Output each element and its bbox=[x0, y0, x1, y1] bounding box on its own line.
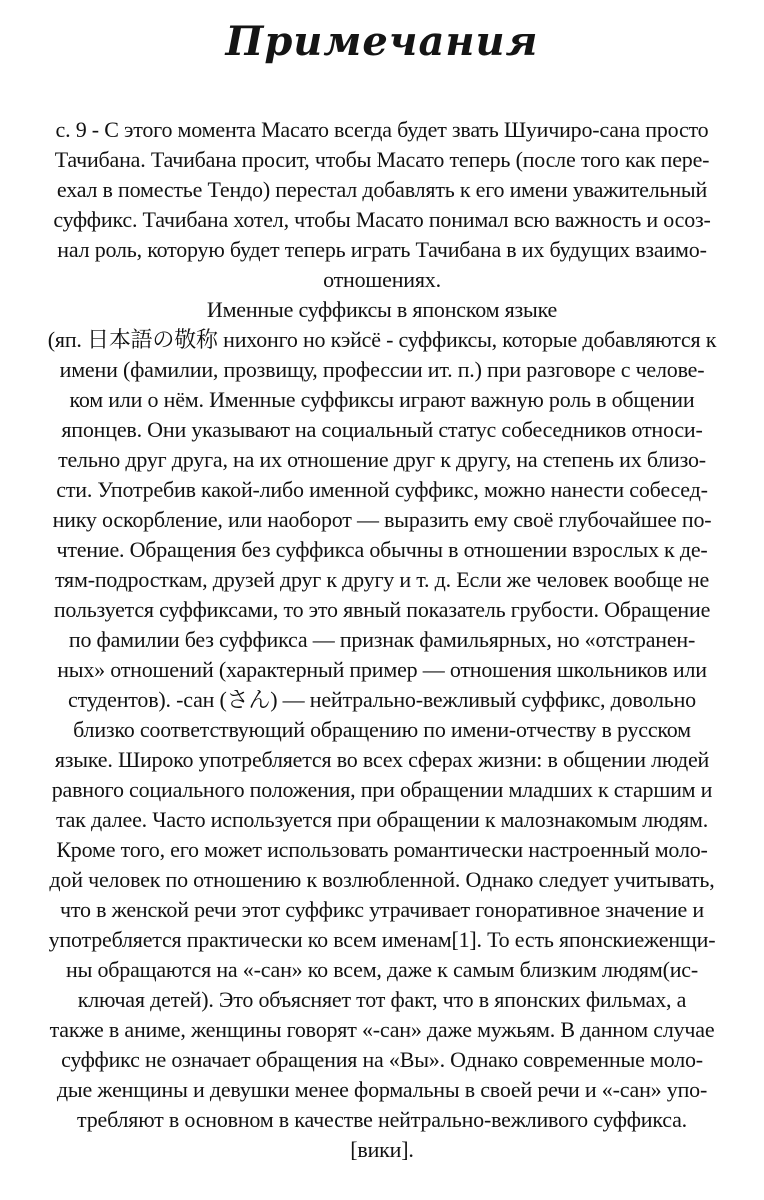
text-line: с. 9 - С этого момента Масато всегда будет звать Шуичиро-сана просто bbox=[55, 117, 709, 142]
text-line: чтение. Обращения без суффикса обычны в отношении взрослых к де- bbox=[56, 537, 708, 562]
page-title: Примечания bbox=[225, 18, 539, 65]
text-line: Кроме того, его может использовать романтически настроенный моло- bbox=[56, 837, 708, 862]
text-line: ных» отношений (характерный пример — отношения школьников или bbox=[57, 657, 707, 682]
text-line: ны обращаются на «-сан» ко всем, даже к самым близким людям(ис- bbox=[66, 957, 698, 982]
text-line: студентов). -сан (さん) — нейтрально-вежливый суффикс, довольно bbox=[68, 687, 696, 712]
text-line: ехал в поместье Тендо) перестал добавлять к его имени уважительный bbox=[56, 177, 708, 202]
notes-body bbox=[28, 115, 736, 1165]
text-line: требляют в основном в качестве нейтрально-вежливого суффикса. bbox=[77, 1107, 687, 1132]
text-line: тям-подросткам, друзей друг к другу и т. д. Если же человек вообще не bbox=[54, 567, 710, 592]
text-line: равного социального положения, при обращении младших к старшим и bbox=[51, 777, 713, 802]
text-line: близко соответствующий обращению по имени-отчеству в русском bbox=[73, 717, 691, 742]
source-reference: [вики]. bbox=[350, 1137, 414, 1162]
text-line: ком или о нём. Именные суффиксы играют важную роль в общении bbox=[69, 387, 695, 412]
text-line: (яп. 日本語の敬称 нихонго но кэйсё - суффиксы, которые добавляются к bbox=[47, 327, 717, 352]
text-line: отношениях. bbox=[323, 267, 441, 292]
text-line: имени (фамилии, прозвищу, профессии ит. п.) при разговоре с челове- bbox=[59, 357, 705, 382]
text-line: суффикс не означает обращения на «Вы». Однако современные моло- bbox=[61, 1047, 703, 1072]
text-line: дые женщины и девушки менее формальны в своей речи и «-сан» упо- bbox=[56, 1077, 708, 1102]
text-line: по фамилии без суффикса — признак фамильярных, но «отстранен- bbox=[68, 627, 696, 652]
text-line: что в женской речи этот суффикс утрачивает гоноративное значение и bbox=[60, 897, 704, 922]
text-line: так далее. Часто используется при обращении к малознакомым людям. bbox=[55, 807, 709, 832]
text-line: также в аниме, женщины говорят «-сан» даже мужьям. В данном случае bbox=[49, 1017, 715, 1042]
text-line: сти. Употребив какой-либо именной суффикс, можно нанести собесед- bbox=[56, 477, 708, 502]
text-line: пользуется суффиксами, то это явный показатель грубости. Обращение bbox=[53, 597, 711, 622]
text-line: нику оскорбление, или наоборот — выразить ему своё глубочайшее по- bbox=[52, 507, 712, 532]
section-heading: Именные суффиксы в японском языке bbox=[206, 297, 558, 322]
text-line: употребляется практически ко всем именам[1]. То есть японскиеженщи- bbox=[48, 927, 716, 952]
text-line: нал роль, которую будет теперь играть Тачибана в их будущих взаимо- bbox=[57, 237, 707, 262]
text-line: японцев. Они указывают на социальный статус собеседников относи- bbox=[61, 417, 703, 442]
text-line: дой человек по отношению к возлюбленной. Однако следует учитывать, bbox=[49, 867, 715, 892]
text-line: суффикс. Тачибана хотел, чтобы Масато понимал всю важность и осоз- bbox=[53, 207, 711, 232]
text-line: Тачибана. Тачибана просит, чтобы Масато теперь (после того как пере- bbox=[54, 147, 710, 172]
text-line: ключая детей). Это объясняет тот факт, что в японских фильмах, а bbox=[77, 987, 687, 1012]
text-line: языке. Широко употребляется во всех сферах жизни: в общении людей bbox=[54, 747, 710, 772]
text-line: тельно друг друга, на их отношение друг к другу, на степень их близо- bbox=[58, 447, 706, 472]
